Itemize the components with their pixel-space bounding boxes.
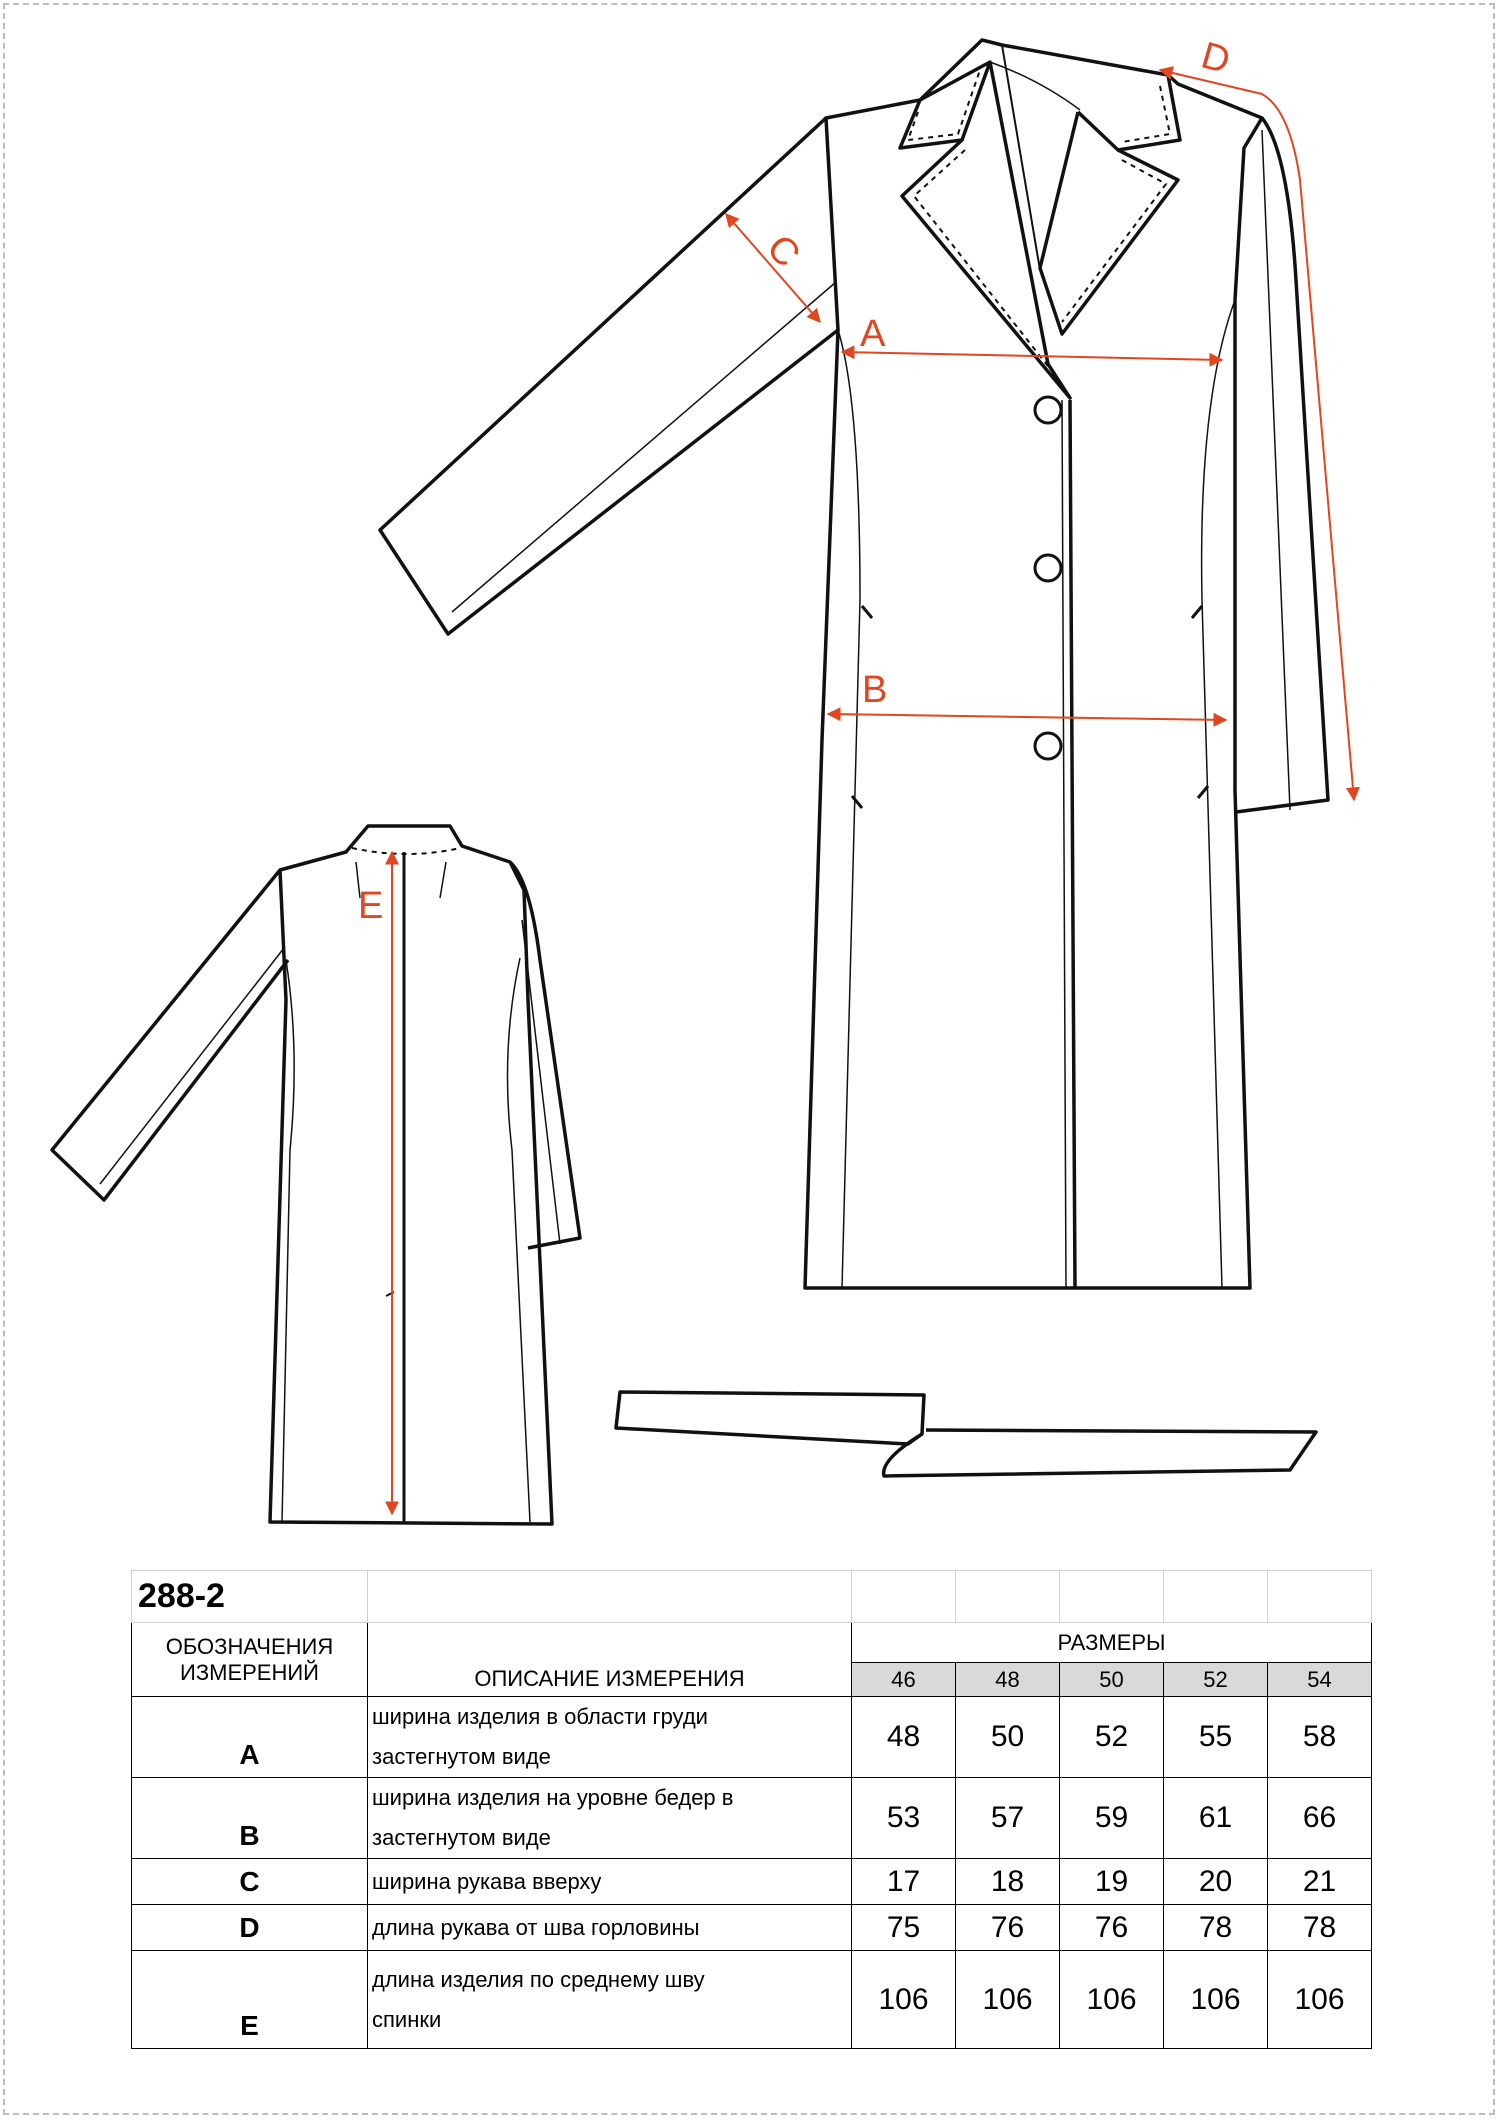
row-value: 57 bbox=[956, 1778, 1060, 1859]
measure-e-label: E bbox=[358, 885, 384, 927]
coat-back-left-sleeve bbox=[52, 870, 288, 1200]
coat-front-buttons bbox=[1035, 397, 1061, 759]
sizes-header: РАЗМЕРЫ bbox=[852, 1623, 1372, 1663]
row-value: 76 bbox=[956, 1905, 1060, 1951]
row-value: 75 bbox=[852, 1905, 956, 1951]
row-value: 106 bbox=[852, 1951, 956, 2049]
coat-front-right-collar bbox=[1078, 75, 1180, 150]
coat-front-left-sleeve bbox=[380, 118, 838, 634]
size-header-54: 54 bbox=[1268, 1663, 1372, 1697]
column-header-designation: ОБОЗНАЧЕНИЯ ИЗМЕРЕНИЙ bbox=[132, 1623, 368, 1697]
measure-b-label: B bbox=[862, 669, 888, 711]
table-row bbox=[132, 1778, 1372, 1859]
size-header-52: 52 bbox=[1164, 1663, 1268, 1697]
column-header-description: ОПИСАНИЕ ИЗМЕРЕНИЯ bbox=[368, 1623, 852, 1697]
row-letter: A bbox=[132, 1697, 368, 1778]
size-header-46: 46 bbox=[852, 1663, 956, 1697]
table-row bbox=[132, 1859, 1372, 1905]
measure-d-label: D bbox=[1196, 34, 1235, 83]
row-value: 58 bbox=[1268, 1697, 1372, 1778]
table-row bbox=[132, 1905, 1372, 1951]
table-code-row bbox=[132, 1571, 1372, 1623]
row-description: ширина изделия в области груди застегнутом виде bbox=[368, 1697, 852, 1778]
measure-d-arrow bbox=[1160, 70, 1354, 800]
row-letter: D bbox=[132, 1905, 368, 1951]
coat-front-right-sleeve bbox=[1236, 118, 1328, 812]
row-description: длина рукава от шва горловины bbox=[368, 1905, 852, 1951]
row-value: 21 bbox=[1268, 1859, 1372, 1905]
measure-b-arrow bbox=[828, 714, 1226, 720]
row-value: 106 bbox=[956, 1951, 1060, 2049]
measure-a-label: A bbox=[860, 313, 886, 355]
row-description: ширина рукава вверху bbox=[368, 1859, 852, 1905]
row-value: 106 bbox=[1268, 1951, 1372, 2049]
row-value: 59 bbox=[1060, 1778, 1164, 1859]
row-value: 76 bbox=[1060, 1905, 1164, 1951]
row-value: 61 bbox=[1164, 1778, 1268, 1859]
coat-front-left-lapel bbox=[902, 62, 1070, 398]
row-value: 19 bbox=[1060, 1859, 1164, 1905]
row-value: 52 bbox=[1060, 1697, 1164, 1778]
table-row bbox=[132, 1697, 1372, 1778]
measure-c-label: C bbox=[758, 227, 808, 276]
button-1 bbox=[1035, 397, 1061, 423]
row-value: 48 bbox=[852, 1697, 956, 1778]
row-description: длина изделия по среднему шву спинки bbox=[368, 1951, 852, 2049]
row-description: ширина изделия на уровне бедер в застегнутом виде bbox=[368, 1778, 852, 1859]
row-letter: C bbox=[132, 1859, 368, 1905]
size-header-50: 50 bbox=[1060, 1663, 1164, 1697]
row-value: 106 bbox=[1164, 1951, 1268, 2049]
row-value: 53 bbox=[852, 1778, 956, 1859]
row-value: 78 bbox=[1268, 1905, 1372, 1951]
model-code: 288-2 bbox=[132, 1571, 368, 1623]
size-header-48: 48 bbox=[956, 1663, 1060, 1697]
row-letter: E bbox=[132, 1951, 368, 2049]
coat-back bbox=[52, 826, 580, 1524]
row-value: 106 bbox=[1060, 1951, 1164, 2049]
row-value: 55 bbox=[1164, 1697, 1268, 1778]
table-row bbox=[132, 1951, 1372, 2049]
coat-front bbox=[380, 40, 1328, 1288]
belt bbox=[616, 1392, 1316, 1476]
row-value: 66 bbox=[1268, 1778, 1372, 1859]
coat-back-body bbox=[270, 826, 552, 1524]
table-header-row-1 bbox=[132, 1623, 1372, 1663]
row-value: 20 bbox=[1164, 1859, 1268, 1905]
row-letter: B bbox=[132, 1778, 368, 1859]
row-value: 17 bbox=[852, 1859, 956, 1905]
size-table bbox=[131, 1570, 1372, 2049]
row-value: 78 bbox=[1164, 1905, 1268, 1951]
button-2 bbox=[1035, 555, 1061, 581]
button-3 bbox=[1035, 733, 1061, 759]
row-value: 50 bbox=[956, 1697, 1060, 1778]
coat-back-right-sleeve bbox=[510, 862, 580, 1248]
row-value: 18 bbox=[956, 1859, 1060, 1905]
